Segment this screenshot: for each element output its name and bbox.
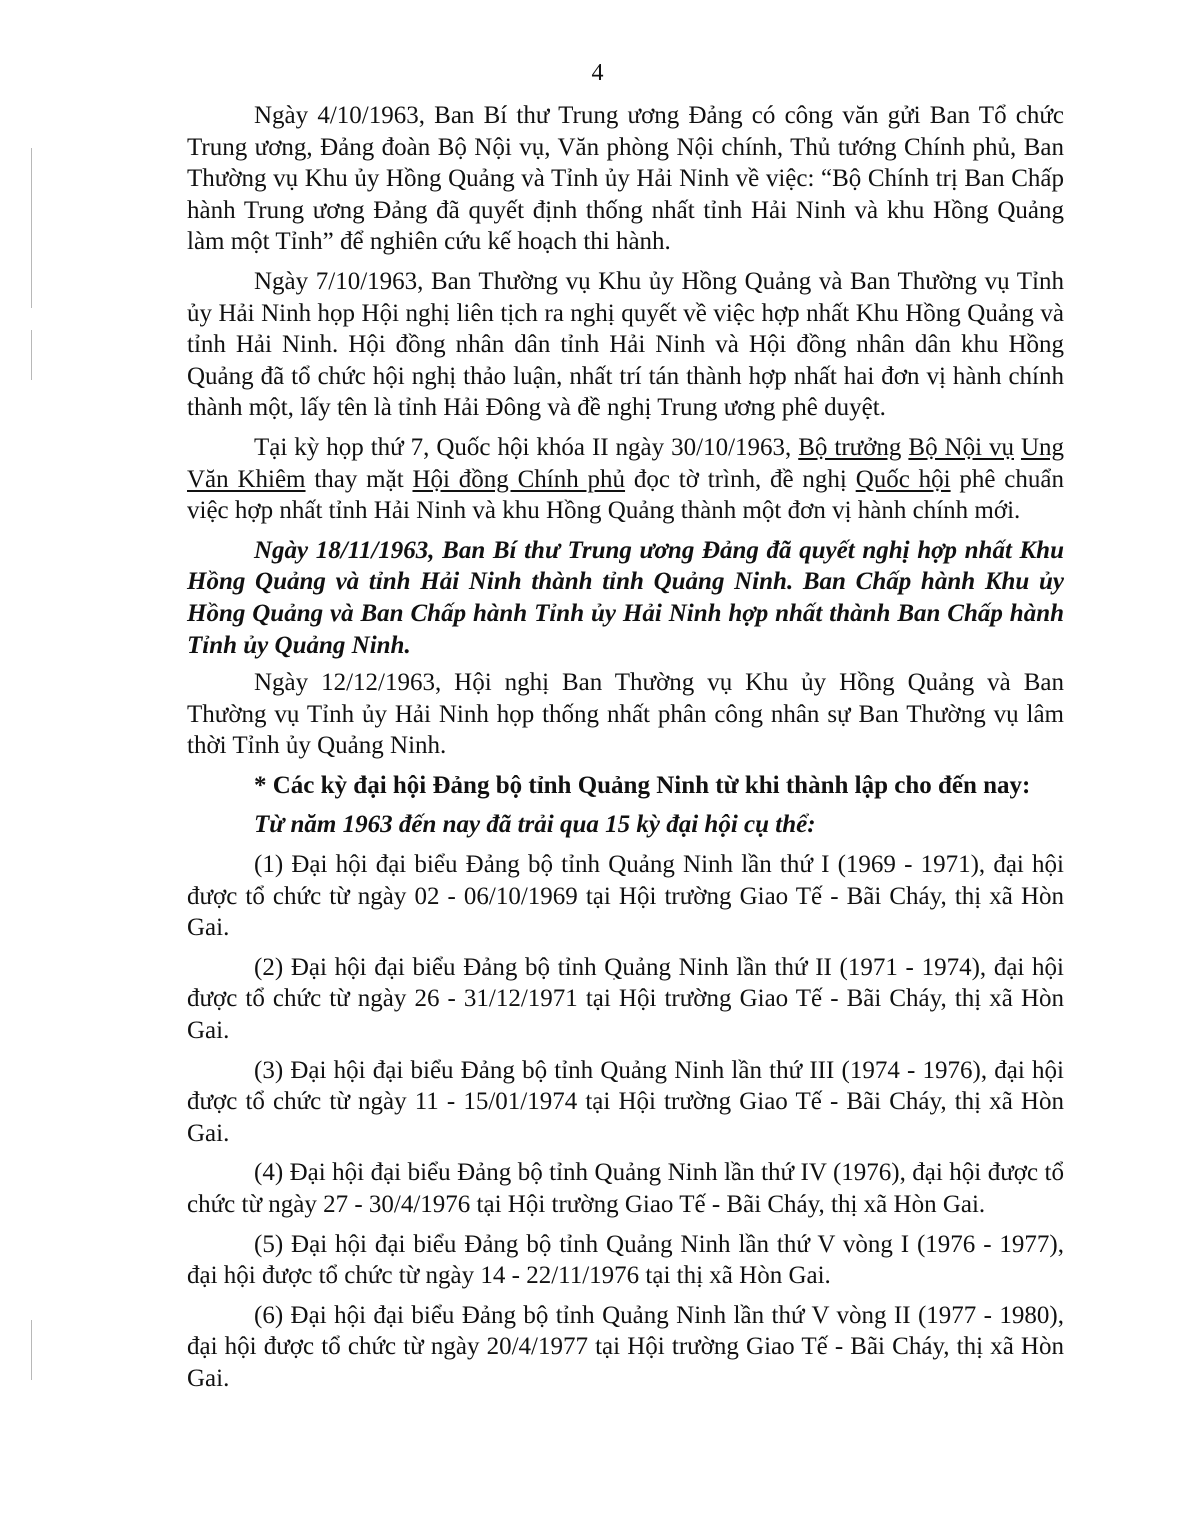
- link-quoc-hoi[interactable]: Quốc hội: [855, 465, 951, 493]
- link-ung-van-khiem[interactable]: Ung Văn Khiêm: [187, 433, 1065, 493]
- paragraph-national-assembly-session: [187, 432, 1064, 527]
- paragraph-oct-7-1963: Ngày 7/10/1963, Ban Thường vụ Khu ủy Hồng Quảng và Ban Thường vụ Tỉnh ủy Hải Ninh họp Hội nghị liên tịch ra nghị quyết về việc hợp nhất Khu Hồng Quảng và tỉnh Hải Ninh. Hội đồng nhân dân tỉnh Hải Ninh và Hội đồng nhân dân khu Hồng Quảng đã tổ chức hội nghị thảo luận, nhất trí tán thành hợp nhất hai đơn vị hành chính thành một, lấy tên là tỉnh Hải Đông và đề nghị Trung ương phê duyệt.: [187, 267, 1064, 422]
- paragraph-text: [1014, 434, 1021, 461]
- congress-item-2: (2) Đại hội đại biểu Đảng bộ tỉnh Quảng Ninh lần thứ II (1971 - 1974), đại hội được tổ chức từ ngày 26 - 31/12/1971 tại Hội trường Giao Tế - Bãi Cháy, thị xã Hòn Gai.: [187, 953, 1064, 1045]
- congress-item-3: (3) Đại hội đại biểu Đảng bộ tỉnh Quảng Ninh lần thứ III (1974 - 1976), đại hội được tổ chức từ ngày 11 - 15/01/1974 tại Hội trường Giao Tế - Bãi Cháy, thị xã Hòn Gai.: [187, 1056, 1064, 1147]
- scan-margin-line: [31, 1320, 32, 1380]
- paragraph-text: Tại kỳ họp thứ 7, Quốc hội khóa II ngày 30/10/1963,: [254, 433, 799, 461]
- paragraph-nov-18-1963-emphasis: Ngày 18/11/1963, Ban Bí thư Trung ương Đảng đã quyết nghị hợp nhất Khu Hồng Quảng và tỉnh Hải Ninh thành tỉnh Quảng Ninh. Ban Chấp hành Khu ủy Hồng Quảng và Ban Chấp hành Tỉnh ủy Hải Ninh hợp nhất thành Ban Chấp hành Tỉnh ủy Quảng Ninh.: [187, 536, 1064, 659]
- link-bo-noi-vu[interactable]: Bộ Nội vụ: [908, 433, 1014, 461]
- paragraph-oct-4-1963: Ngày 4/10/1963, Ban Bí thư Trung ương Đảng có công văn gửi Ban Tổ chức Trung ương, Đảng đoàn Bộ Nội vụ, Văn phòng Nội chính, Thủ tướng Chính phủ, Ban Thường vụ Khu ủy Hồng Quảng và Tỉnh ủy Hải Ninh về việc: “Bộ Chính trị Ban Chấp hành Trung ương Đảng đã quyết định thống nhất tỉnh Hải Ninh và khu Hồng Quảng làm một Tỉnh” để nghiên cứu kế hoạch thi hành.: [187, 102, 1064, 256]
- congress-item-5: (5) Đại hội đại biểu Đảng bộ tỉnh Quảng Ninh lần thứ V vòng I (1976 - 1977), đại hội được tổ chức từ ngày 14 - 22/11/1976 tại thị xã Hòn Gai.: [187, 1230, 1064, 1290]
- paragraph-text: phê chuẩn việc hợp nhất tỉnh Hải Ninh và khu Hồng Quảng thành một đơn vị hành chính mới.: [187, 465, 1065, 525]
- document-body: [187, 100, 1064, 1403]
- section-heading-congresses: * Các kỳ đại hội Đảng bộ tỉnh Quảng Ninh từ khi thành lập cho đến nay:: [254, 771, 1031, 799]
- paragraph-text: đọc tờ trình, đề nghị: [625, 465, 856, 493]
- paragraph-text: thay mặt: [305, 465, 413, 493]
- paragraph-dec-12-1963: Ngày 12/12/1963, Hội nghị Ban Thường vụ Khu ủy Hồng Quảng và Ban Thường vụ Tỉnh ủy Hải Ninh họp thống nhất phân công nhân sự Ban Thường vụ lâm thời Tỉnh ủy Quảng Ninh.: [187, 669, 1064, 760]
- link-bo-truong[interactable]: Bộ trưởng: [798, 433, 902, 461]
- congress-item-4: (4) Đại hội đại biểu Đảng bộ tỉnh Quảng Ninh lần thứ IV (1976), đại hội được tổ chức từ ngày 27 - 30/4/1976 tại Hội trường Giao Tế - Bãi Cháy, thị xã Hòn Gai.: [187, 1159, 1064, 1218]
- page-number: 4: [591, 60, 604, 86]
- scan-margin-line: [31, 330, 32, 380]
- congress-item-6: (6) Đại hội đại biểu Đảng bộ tỉnh Quảng Ninh lần thứ V vòng II (1977 - 1980), đại hội được tổ chức từ ngày 20/4/1977 tại Hội trường Giao Tế - Bãi Cháy, thị xã Hòn Gai.: [187, 1301, 1064, 1392]
- link-hoi-dong-chinh-phu[interactable]: Hội đồng Chính phủ: [412, 465, 626, 493]
- congress-item-1: (1) Đại hội đại biểu Đảng bộ tỉnh Quảng Ninh lần thứ I (1969 - 1971), đại hội được tổ chức từ ngày 02 - 06/10/1969 tại Hội trường Giao Tế - Bãi Cháy, thị xã Hòn Gai.: [187, 851, 1064, 942]
- scan-margin-line: [31, 148, 32, 308]
- section-subheading-15-congresses: Từ năm 1963 đến nay đã trải qua 15 kỳ đại hội cụ thể:: [254, 811, 816, 839]
